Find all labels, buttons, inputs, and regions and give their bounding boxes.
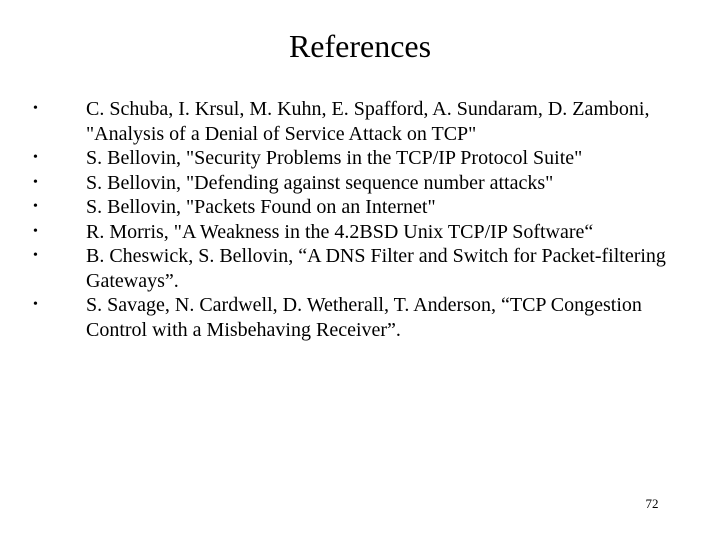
reference-item [0, 146, 700, 171]
bullet-icon: • [33, 223, 38, 239]
reference-list [0, 97, 700, 342]
reference-text: S. Savage, N. Cardwell, D. Wetherall, T. Anderson, “TCP Congestion Control with a Misbehaving Receiver”. [86, 294, 642, 341]
reference-item [0, 97, 700, 146]
reference-item [0, 293, 700, 342]
bullet-icon: • [33, 297, 38, 312]
bullet-icon: • [33, 150, 38, 165]
reference-item [0, 220, 700, 245]
reference-item [0, 244, 700, 293]
reference-item [0, 171, 700, 196]
page-number: 72 [645, 496, 659, 511]
reference-text: S. Bellovin, "Defending against sequence number attacks" [86, 171, 554, 194]
bullet-icon: • [33, 199, 38, 214]
reference-text: S. Bellovin, "Security Problems in the TCP/IP Protocol Suite" [86, 147, 583, 169]
reference-text: B. Cheswick, S. Bellovin, “A DNS Filter and Switch for Packet-filtering Gateways”. [86, 245, 666, 292]
reference-text: S. Bellovin, "Packets Found on an Internet" [86, 196, 436, 218]
bullet-icon: • [33, 174, 38, 190]
bullet-icon: • [33, 248, 38, 263]
reference-text: C. Schuba, I. Krsul, M. Kuhn, E. Spafford, A. Sundaram, D. Zamboni, "Analysis of a Denial of Service Attack on TCP" [86, 98, 650, 145]
reference-text: R. Morris, "A Weakness in the 4.2BSD Unix TCP/IP Software“ [86, 220, 594, 243]
slide-title: References [288, 28, 432, 64]
reference-item [0, 195, 700, 220]
bullet-icon: • [33, 101, 38, 116]
